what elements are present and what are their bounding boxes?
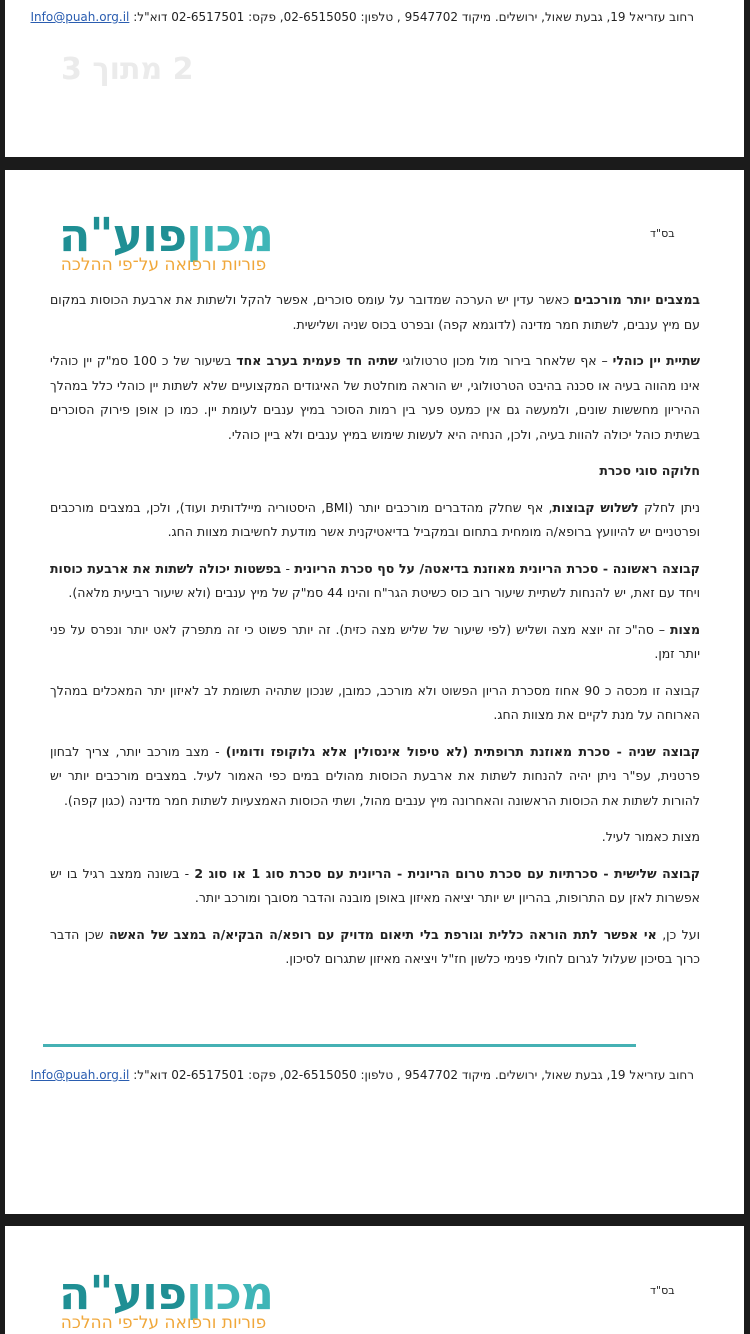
paragraph: קבוצה ראשונה - סכרת הריונית מאוזנת בדיאטה/ על סף סכרת הריונית - בפשטות יכולה לשתות את ארבעת כוסות ויחד עם זאת, יש להנחות לשתיית שיעור רוב כוס כשיטת הגר"ח והינו 44 סמ"ק של מיץ ענבים (ולא שיעור רביעית מלאה). — [50, 560, 700, 600]
logo-tagline: פוריות ורפואה על־פי ההלכה — [60, 1313, 267, 1333]
footer-divider — [43, 1044, 636, 1047]
footer-email-link[interactable]: Info@puah.org.il — [30, 1068, 130, 1082]
document-body — [50, 288, 700, 984]
puah-logo — [51, 1268, 281, 1334]
paragraph: מצות כאמור לעיל. — [601, 829, 700, 844]
page-footer — [30, 1068, 694, 1082]
paragraph: קבוצה זו מכסה כ 90 אחוז מסכרת הריון הפשוט ולא מורכב, כמובן, שנכון שתהיה תשומת לב לאיזון יתר המאכלים במהלך הארוחה על מנת לקיים את מצוות החג. — [50, 682, 700, 722]
bsd-header: בס"ד — [650, 227, 675, 240]
logo-title: מכוןפוע"ה — [58, 208, 274, 262]
paragraph: שתיית יין כוהלי – אף שלאחר בירור מול מכון טרטולוגי שתיה חד פעמית בערב אחד בשיעור של כ 100 סמ"ק יין כוהלי אינו מהווה בעיה או סכנה בהיבט הטרטולוגי, יש הוראה מוחלטת של האיגודים המקצועיים שלא לשתות יין כוהלי כלל במהלך ההיריון מחששות שונים, ולמעשה גם אין כמעט פער בין רמות הסוכר במיץ ענבים לעומת יין. כמו כן אופן פירוק הסוכרים בשתית כוהל יכולה להוות בעיה, ולכן, הנחיה היא לעשות שימוש במיץ ענבים ולא ביין כוהלי. — [50, 353, 700, 442]
paragraph: ניתן לחלק לשלוש קבוצות, אף שחלק מהדברים מורכבים יותר (BMI, היסטוריה מיילדותית ועוד), ולכן, במצבים מורכבים ופרטניים יש להיוועץ ברופא/ה מומחית בתחום ובמקביל בדיאטיקנית אשר מודעת לחשיבות מצוות החג. — [50, 499, 700, 539]
logo-tagline: פוריות ורפואה על־פי ההלכה — [60, 255, 267, 275]
paragraph: מצות – סה"כ זה יוצא מצה ושליש (לפי שיעור של שליש מצה כזית). זה יותר פשוט כי זה מתפרק לאט יותר ונפרס על פני יותר זמן. — [50, 621, 700, 661]
paragraph: ועל כן, אי אפשר לתת הוראה כללית וגורפת בלי תיאום מדויק עם רופא/ה הבקיא/ה במצב של האשה שכן הדבר כרוך בסיכון שעלול לגרום לחולי פנימי כלשון חז"ל ויציאה מאיזון שתגרום לסיכון. — [50, 926, 701, 966]
page-1-bottom — [5, 0, 744, 157]
logo-title: מכוןפוע"ה — [58, 1266, 274, 1320]
page-2 — [5, 170, 744, 1214]
bsd-header: בס"ד — [650, 1284, 675, 1297]
page-3-top — [5, 1226, 744, 1334]
footer-address: רחוב עזריאל 19, גבעת שאול, ירושלים. מיקוד 9547702 , טלפון: 02-6515050, פקס: 02-6517501 דוא"ל: — [133, 1068, 694, 1082]
paragraph: קבוצה שניה - סכרת מאוזנת תרופתית (לא טיפול אינסולין אלא גלוקופז ודומיו) - מצב מורכב יותר, צריך לבחון פרטנית, עפ"ר ניתן יהיה להנחות לשתות את ארבעת הכוסות מהולים במים כפי האמור לעיל. במצבים מורכבים יותר יש להורות לשתות את הכוסות הראשונה והאחרונה מיץ ענבים מהול, ושתי הכוסות האמצעיות לשתות חמר מדינה (כגון קפה). — [50, 743, 701, 808]
page-counter: 2 מתוך 3 — [61, 52, 194, 87]
section-heading: חלוקה סוגי סכרת — [599, 463, 700, 478]
footer-address: רחוב עזריאל 19, גבעת שאול, ירושלים. מיקוד 9547702 , טלפון: 02-6515050, פקס: 02-6517501 דוא"ל: — [133, 10, 694, 24]
paragraph: במצבים יותר מורכבים כאשר עדין יש הערכה שמדובר על עומס סוכרים, אפשר להקל ולשתות את ארבעת הכוסות במקום עם מיץ ענבים, לשתות חמר מדינה (לדוגמא קפה) ובפרט בכוס שניה ושלישית. — [50, 292, 701, 332]
puah-logo — [51, 210, 281, 280]
page-footer — [30, 10, 694, 24]
footer-email-link[interactable]: Info@puah.org.il — [30, 10, 130, 24]
paragraph: קבוצה שלישית - סכרתיות עם סכרת טרום הריונית - הריונית עם סכרת סוג 1 או סוג 2 - בשונה ממצב רגיל בו יש אפשרות לאזן עם התרופות, בהריון יש יותר יציאה מאיזון באופן מובנה והדבר מסובך ומורכב יותר. — [50, 865, 700, 905]
